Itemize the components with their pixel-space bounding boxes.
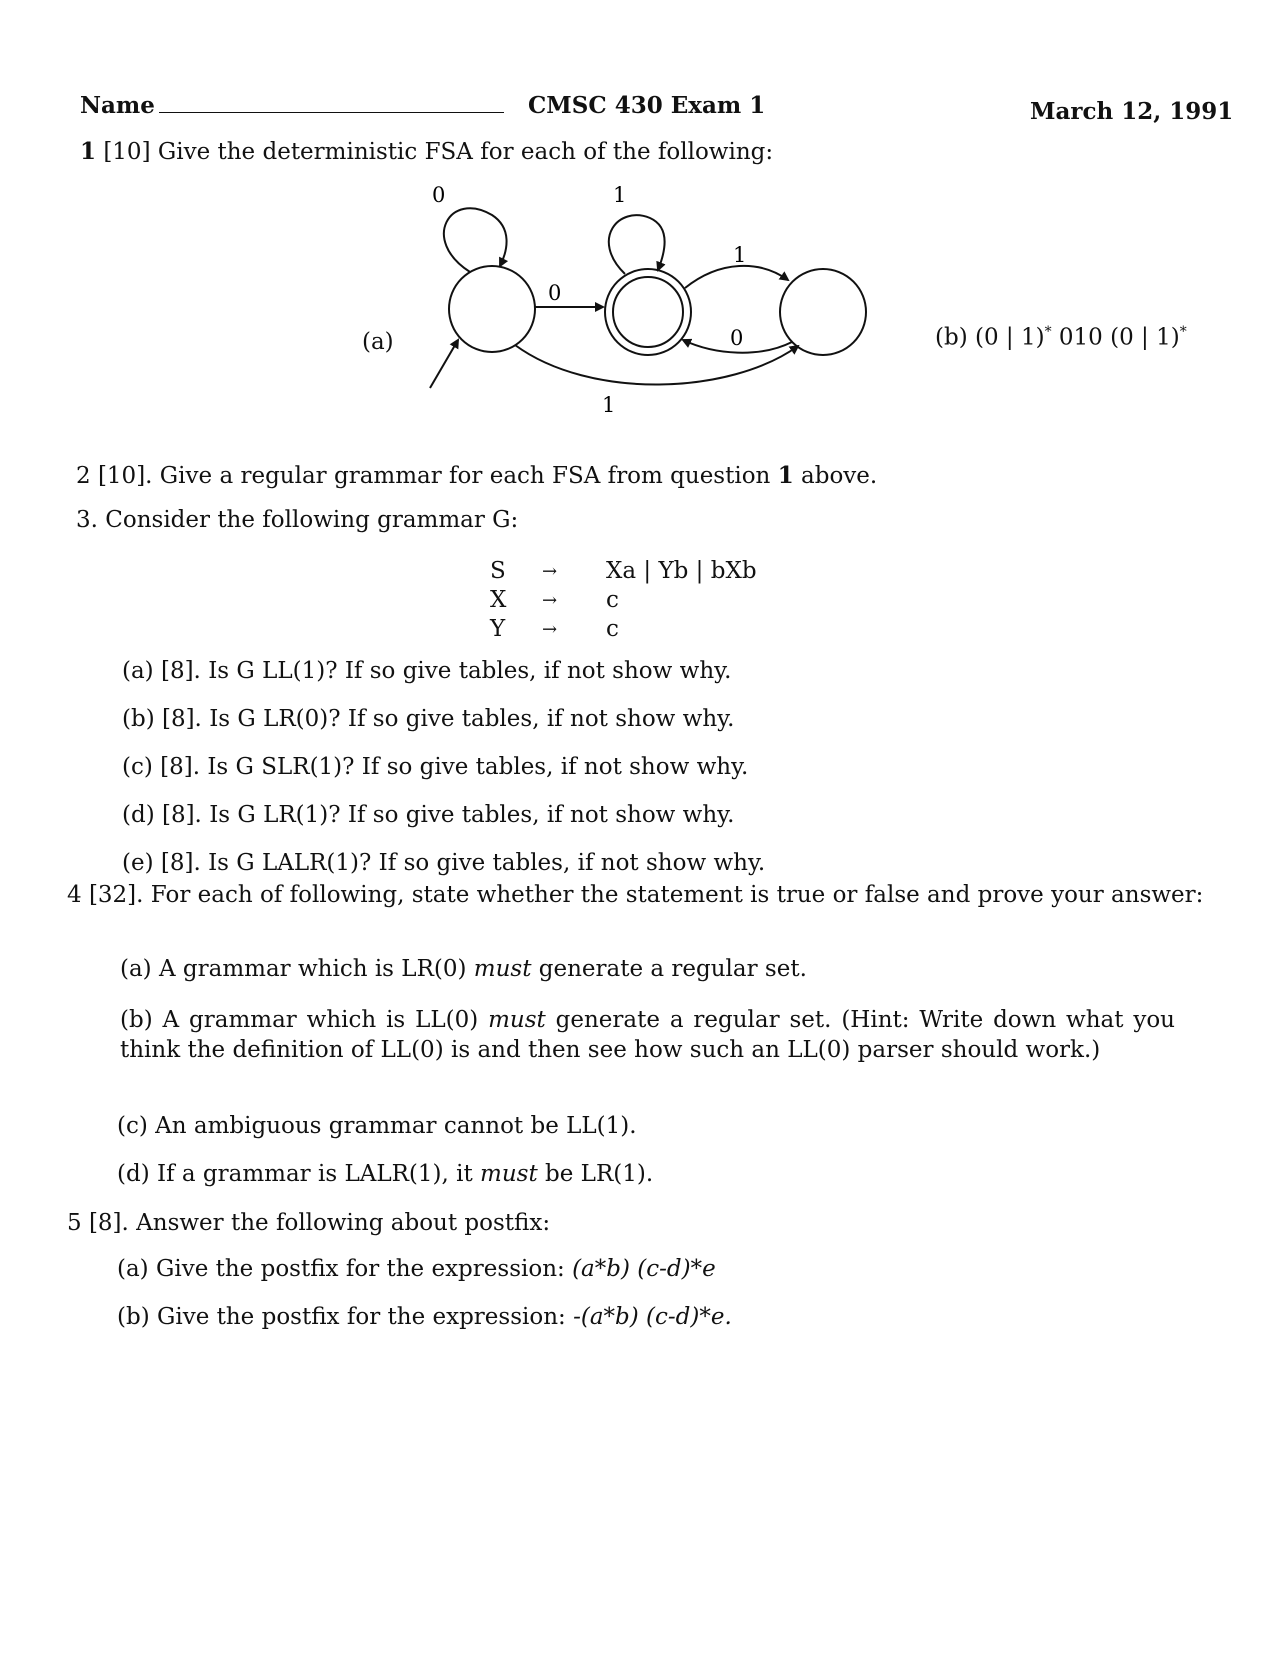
fsa-edge-q1-q2 xyxy=(685,266,788,288)
q4-b-post: generate a regular set. (Hint: Write down what you think the definition of LL(0) is and then see how such an LL(0) parser should work.) xyxy=(120,1007,1175,1063)
grammar-rhs: c xyxy=(606,587,619,613)
fsa-label-q0-q1: 0 xyxy=(548,281,562,305)
name-blank-line xyxy=(159,90,504,113)
fsa-state-accept-outer xyxy=(605,269,691,355)
q4-part-a xyxy=(120,955,807,983)
fsa-label-q0-loop: 0 xyxy=(432,183,446,207)
fsa-label-q1-q2: 1 xyxy=(733,243,747,267)
fsa-label-q0-q2: 1 xyxy=(602,393,616,417)
grammar-lhs: X xyxy=(490,587,507,613)
q3-part-text: Is G LALR(1)? If so give tables, if not show why. xyxy=(208,850,766,876)
fsa-edge-q0-q2 xyxy=(515,345,798,385)
q3-part-label: (a) [8]. xyxy=(122,658,201,684)
exam-date: March 12, 1991 xyxy=(1030,98,1234,125)
course-title: CMSC 430 Exam 1 xyxy=(528,92,766,119)
grammar-rhs: Xa | Yb | bXb xyxy=(606,558,757,584)
q1-part-b xyxy=(935,318,1187,352)
q4-part-c: (c) An ambiguous grammar cannot be LL(1). xyxy=(117,1113,637,1139)
q3-part-e xyxy=(122,849,765,877)
q1-points: [10] xyxy=(103,139,151,165)
q1-part-b-expr-2: 010 (0 | 1) xyxy=(1058,324,1180,351)
q4-part-d xyxy=(117,1160,653,1188)
q4-a-pre: (a) A grammar which is LR(0) xyxy=(120,956,467,982)
q5-a-pre: (a) Give the postfix for the expression: xyxy=(117,1256,565,1282)
q5-b-pre: (b) Give the postfix for the expression: xyxy=(117,1304,566,1330)
q2-text: Give a regular grammar for each FSA from question xyxy=(159,463,771,489)
q4-b-emphasis: must xyxy=(488,1007,546,1033)
q1-part-b-star-2: * xyxy=(1179,324,1187,340)
fsa-state-third xyxy=(780,269,866,355)
q4-a-emphasis: must xyxy=(473,956,532,982)
grammar-rhs: c xyxy=(606,616,619,642)
grammar-rule xyxy=(490,586,757,615)
q2-points: [10]. xyxy=(97,463,153,489)
q2-number: 2 xyxy=(76,463,91,489)
grammar-arrow: → xyxy=(542,619,558,640)
q4-b-pre: (b) A grammar which is LL(0) xyxy=(120,1007,479,1033)
q3-part-label: (c) [8]. xyxy=(122,754,201,780)
q1-part-b-label: (b) xyxy=(935,324,968,351)
grammar-lhs: Y xyxy=(490,616,506,642)
fsa-start-arrow xyxy=(430,340,458,388)
q5-part-a xyxy=(117,1255,716,1283)
q1-text: Give the deterministic FSA for each of the following: xyxy=(157,139,774,165)
q3-intro: 3. Consider the following grammar G: xyxy=(76,507,519,533)
question-1 xyxy=(80,138,773,166)
grammar-table xyxy=(490,557,757,644)
q5-part-b xyxy=(117,1303,732,1331)
q1-part-b-expr-1: (0 | 1) xyxy=(974,324,1045,351)
q4-intro: 4 [32]. For each of following, state whether the statement is true or false and prove your answer: xyxy=(67,882,1204,908)
fsa-edge-q1-loop xyxy=(609,215,665,274)
q3-part-text: Is G SLR(1)? If so give tables, if not show why. xyxy=(207,754,749,780)
fsa-label-q2-q1: 0 xyxy=(730,326,744,350)
q3-part-text: Is G LL(1)? If so give tables, if not show why. xyxy=(208,658,732,684)
fsa-state-start xyxy=(449,266,535,352)
q1-part-a-label: (a) xyxy=(362,329,394,355)
q4-d-post: be LR(1). xyxy=(545,1161,654,1187)
q2-ref: 1 xyxy=(777,462,794,489)
grammar-arrow: → xyxy=(542,561,558,582)
q3-part-label: (e) [8]. xyxy=(122,850,201,876)
q4-part-b xyxy=(120,1005,1175,1065)
q1-number: 1 xyxy=(80,138,97,165)
q4-d-pre: (d) If a grammar is LALR(1), it xyxy=(117,1161,473,1187)
fsa-state-accept-inner xyxy=(613,277,683,347)
grammar-lhs: S xyxy=(490,558,506,584)
q1-part-b-star-1: * xyxy=(1044,324,1052,340)
q3-part-text: Is G LR(1)? If so give tables, if not show why. xyxy=(209,802,735,828)
q3-part-a xyxy=(122,657,731,685)
q5-b-expression: -(a*b) (c-d)*e. xyxy=(573,1304,732,1330)
q5-intro: 5 [8]. Answer the following about postfix: xyxy=(67,1210,551,1236)
fsa-edge-q0-loop xyxy=(444,208,507,272)
q3-part-label: (b) [8]. xyxy=(122,706,202,732)
fsa-diagram xyxy=(400,180,920,440)
name-label: Name xyxy=(80,92,155,119)
grammar-rule xyxy=(490,615,757,644)
grammar-arrow: → xyxy=(542,590,558,611)
fsa-label-q1-loop: 1 xyxy=(613,183,627,207)
q2-tail: above. xyxy=(801,463,878,489)
q3-part-c xyxy=(122,753,748,781)
q4-a-post: generate a regular set. xyxy=(538,956,807,982)
q3-part-text: Is G LR(0)? If so give tables, if not show why. xyxy=(209,706,735,732)
q3-part-d xyxy=(122,801,734,829)
name-field xyxy=(80,90,504,119)
grammar-rule xyxy=(490,557,757,586)
q5-a-expression: (a*b) (c-d)*e xyxy=(572,1256,716,1282)
question-2 xyxy=(76,462,877,490)
q3-part-b xyxy=(122,705,734,733)
q3-part-label: (d) [8]. xyxy=(122,802,202,828)
q4-d-emphasis: must xyxy=(480,1161,538,1187)
